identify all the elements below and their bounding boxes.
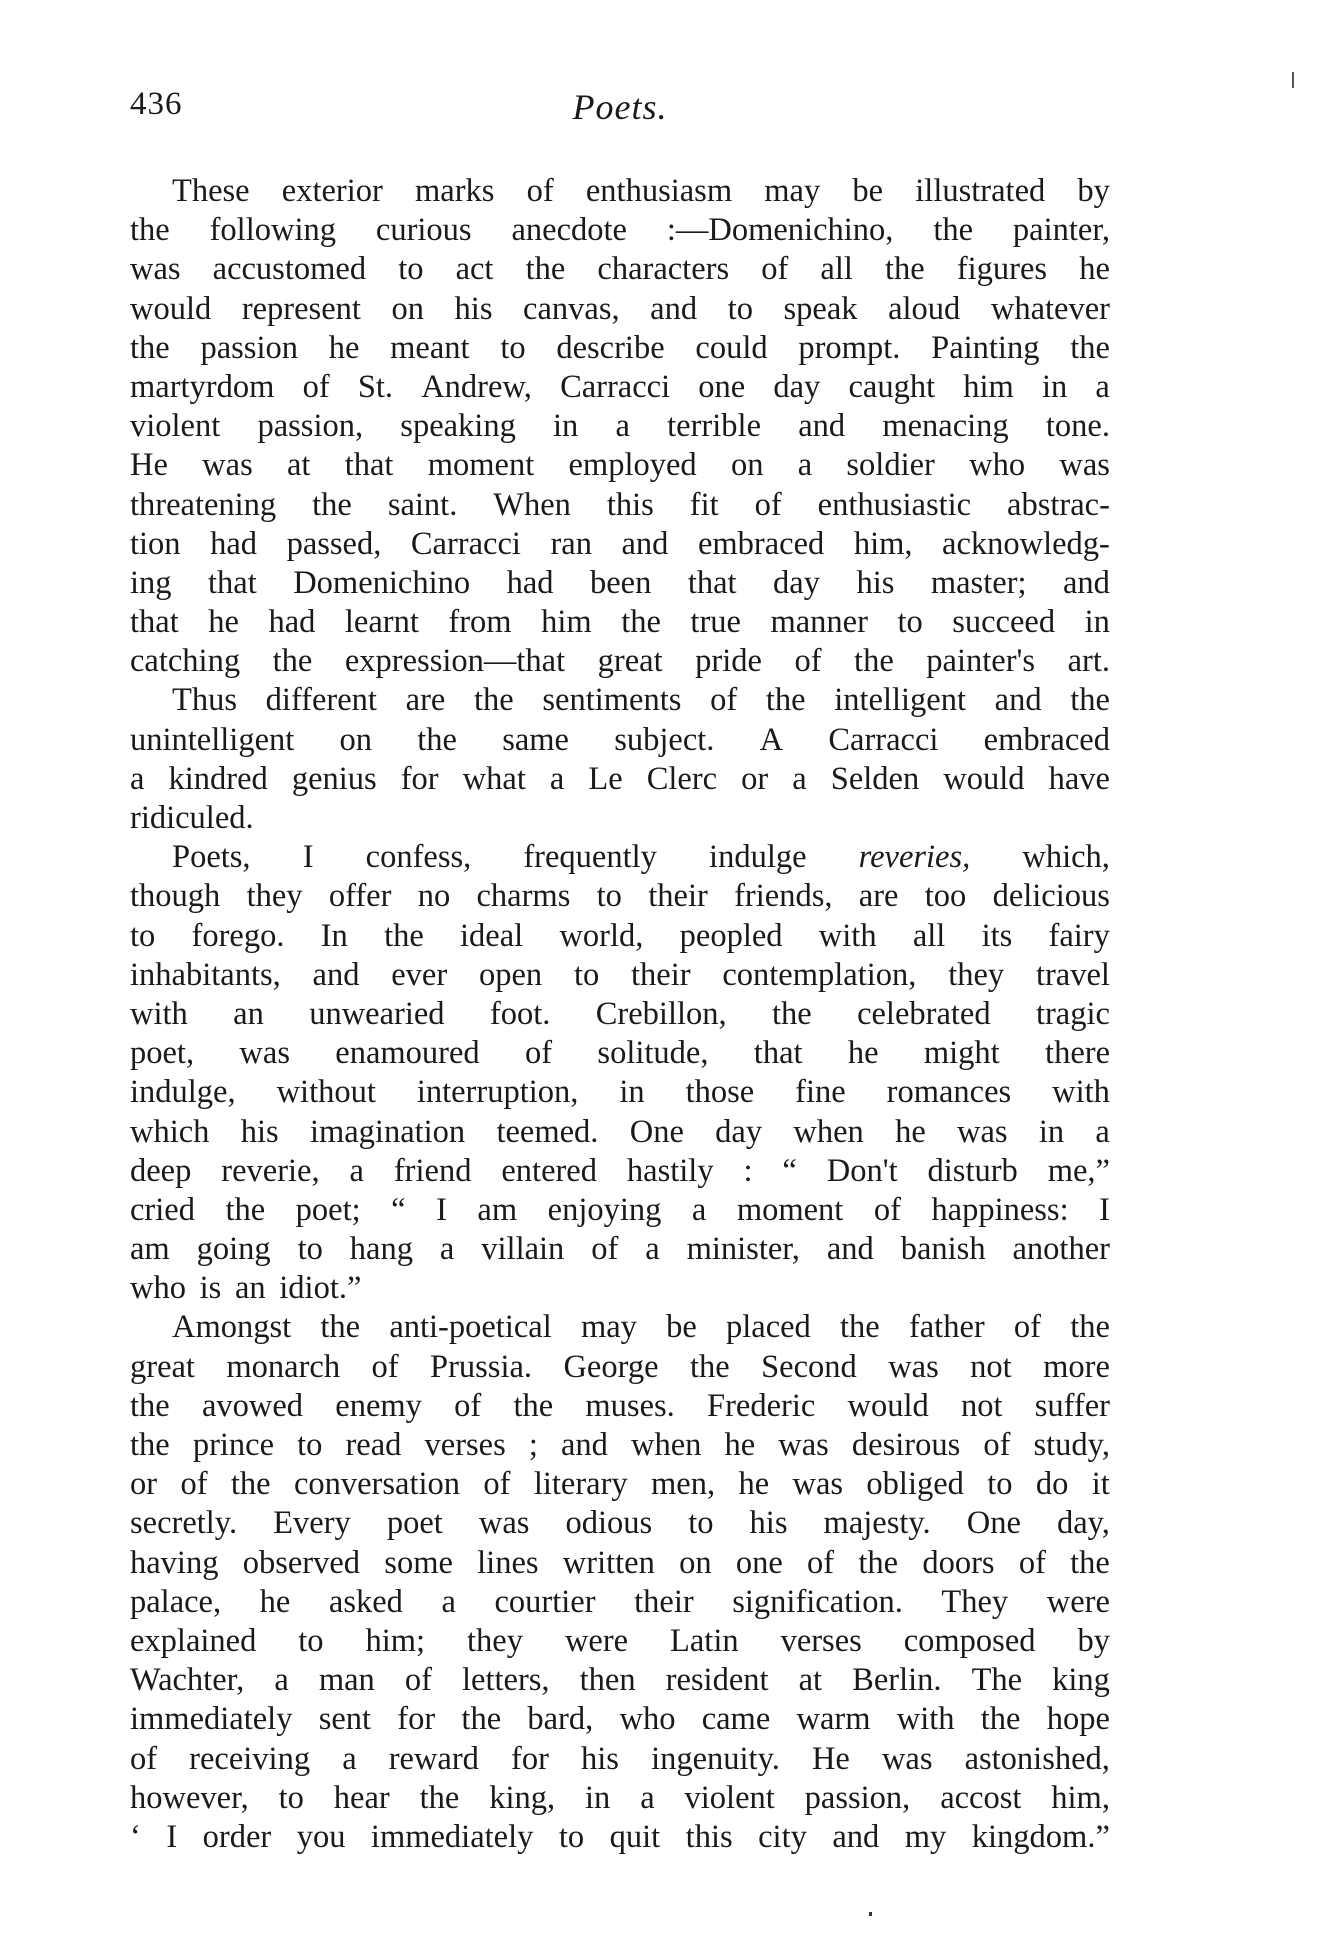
text-line: poet, was enamoured of solitude, that he might there	[130, 1035, 1110, 1072]
text-line: ing that Domenichino had been that day his master; and	[130, 564, 1110, 601]
text-line: would represent on his canvas, and to speak aloud whatever	[130, 290, 1110, 327]
stray-ink-mark	[1292, 72, 1294, 88]
text-line: Thus different are the sentiments of the intelligent and the	[172, 682, 1110, 719]
text-line: who is an idiot.”	[130, 1270, 362, 1307]
text-line: deep reverie, a friend entered hastily : “ Don't disturb me,”	[130, 1152, 1110, 1189]
text-line: violent passion, speaking in a terrible and menacing tone.	[130, 408, 1110, 445]
text-line: the following curious anecdote :—Domenichino, the painter,	[130, 212, 1110, 249]
page-number: 436	[130, 86, 183, 122]
text-line: ridiculed.	[130, 800, 254, 836]
text-line: tion had passed, Carracci ran and embraced him, acknowledg-	[130, 525, 1110, 562]
text-line: the avowed enemy of the muses. Frederic would not suffer	[130, 1387, 1110, 1424]
text-line: ‘ I order you immediately to quit this city and my kingdom.”	[130, 1818, 1110, 1855]
text-line: He was at that moment employed on a soldier who was	[130, 447, 1110, 484]
text-line: though they offer no charms to their friends, are too delicious	[130, 878, 1110, 915]
text-line: These exterior marks of enthusiasm may be illustrated by	[172, 173, 1110, 209]
text-line: was accustomed to act the characters of all the figures he	[130, 251, 1110, 288]
running-head: Poets.	[572, 87, 668, 127]
text-line: which his imagination teemed. One day when he was in a	[130, 1113, 1110, 1150]
text-line: to forego. In the ideal world, peopled with all its fairy	[130, 917, 1110, 954]
page-header	[130, 86, 1110, 136]
text-line: having observed some lines written on one of the doors of the	[130, 1544, 1110, 1581]
text-line: threatening the saint. When this fit of enthusiastic abstrac-	[130, 486, 1110, 523]
text-line: indulge, without interruption, in those fine romances with	[130, 1074, 1110, 1111]
text-line: great monarch of Prussia. George the Second was not more	[130, 1348, 1110, 1385]
text-line: cried the poet; “ I am enjoying a moment of happiness: I	[130, 1191, 1110, 1228]
text-line: of receiving a reward for his ingenuity. He was astonished,	[130, 1740, 1110, 1777]
text-line: the prince to read verses ; and when he was desirous of study,	[130, 1427, 1110, 1463]
body-text	[130, 172, 1110, 1857]
text-line: or of the conversation of literary men, he was obliged to do it	[130, 1466, 1110, 1503]
text-line: the passion he meant to describe could prompt. Painting the	[130, 329, 1110, 366]
text-line: immediately sent for the bard, who came warm with the hope	[130, 1701, 1110, 1738]
text-line: Amongst the anti-poetical may be placed the father of the	[172, 1309, 1110, 1346]
text-line: a kindred genius for what a Le Clerc or a Selden would have	[130, 760, 1110, 797]
text-line: unintelligent on the same subject. A Carracci embraced	[130, 721, 1110, 758]
text-line: am going to hang a villain of a minister, and banish another	[130, 1231, 1110, 1268]
text-line: secretly. Every poet was odious to his majesty. One day,	[130, 1505, 1110, 1542]
text-line: however, to hear the king, in a violent passion, accost him,	[130, 1779, 1110, 1816]
stray-ink-dot	[869, 1912, 872, 1916]
text-line: martyrdom of St. Andrew, Carracci one day caught him in a	[130, 368, 1110, 405]
text-line: palace, he asked a courtier their signification. They were	[130, 1583, 1110, 1620]
text-line: inhabitants, and ever open to their contemplation, they travel	[130, 956, 1110, 993]
text-line: that he had learnt from him the true manner to succeed in	[130, 604, 1110, 641]
text-line: Wachter, a man of letters, then resident at Berlin. The king	[130, 1662, 1110, 1699]
text-line: catching the expression—that great pride of the painter's art.	[130, 643, 1110, 680]
text-line: with an unwearied foot. Crebillon, the celebrated tragic	[130, 995, 1110, 1032]
text-line: explained to him; they were Latin verses composed by	[130, 1622, 1110, 1659]
text-line: Poets, I confess, frequently indulge reveries, which,	[172, 839, 1110, 876]
